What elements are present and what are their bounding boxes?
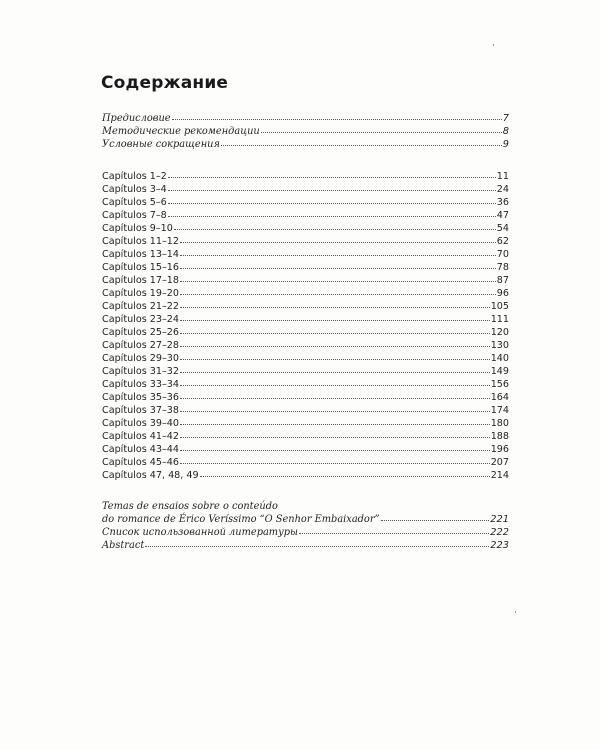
dot-leader <box>168 177 496 178</box>
entry-page-number: 214 <box>490 470 509 481</box>
entry-label: Список использованной литературы <box>102 527 299 538</box>
dot-leader <box>261 132 502 133</box>
entry-page-number: 87 <box>496 275 509 286</box>
paper-speck <box>515 611 516 613</box>
toc-entry[interactable] <box>102 430 509 443</box>
dot-leader <box>174 229 496 230</box>
entry-page-number: 174 <box>490 405 509 416</box>
entry-page-number: 54 <box>496 223 509 234</box>
entry-label: Capítulos 11–12 <box>102 236 179 247</box>
entry-label: Capítulos 45–46 <box>102 457 179 468</box>
entry-label: Capítulos 33–34 <box>102 379 179 390</box>
entry-label: Capítulos 25–26 <box>102 327 179 338</box>
entry-page-number: 24 <box>496 184 509 195</box>
toc-entry[interactable] <box>102 313 509 326</box>
entry-label: Capítulos 37–38 <box>102 405 179 416</box>
toc-entry[interactable] <box>102 196 509 209</box>
dot-leader <box>180 242 496 243</box>
dot-leader <box>200 476 490 477</box>
entry-page-number: 188 <box>490 431 509 442</box>
entry-label: do romance de Érico Veríssimo “O Senhor Embaixador” <box>102 514 380 525</box>
toc-entry[interactable] <box>102 235 509 248</box>
toc-entry[interactable] <box>102 209 509 222</box>
toc-entry[interactable] <box>102 417 509 430</box>
toc-entry[interactable] <box>102 170 509 183</box>
dot-leader <box>180 359 490 360</box>
entry-page-number: 70 <box>496 249 509 260</box>
entry-label: Capítulos 19–20 <box>102 288 179 299</box>
dot-leader <box>168 190 496 191</box>
essays-title-line1: Temas de ensaios sobre o conteúdo <box>102 501 278 512</box>
toc-entry[interactable] <box>102 222 509 235</box>
entry-label: Capítulos 13–14 <box>102 249 179 260</box>
dot-leader <box>381 520 490 521</box>
entry-label: Предисловие <box>102 113 171 124</box>
back-matter-list <box>102 500 509 552</box>
entry-page-number: 105 <box>490 301 509 312</box>
dot-leader <box>180 346 490 347</box>
entry-label: Capítulos 3–4 <box>102 184 167 195</box>
toc-entry[interactable] <box>102 365 509 378</box>
toc-entry[interactable] <box>102 469 509 482</box>
entry-page-number: 149 <box>490 366 509 377</box>
dot-leader <box>180 255 496 256</box>
entry-page-number: 222 <box>490 527 509 538</box>
entry-page-number: 7 <box>502 113 509 124</box>
entry-page-number: 62 <box>496 236 509 247</box>
entry-page-number: 8 <box>502 126 509 137</box>
dot-leader <box>180 281 496 282</box>
entry-label: Capítulos 39–40 <box>102 418 179 429</box>
entry-page-number: 120 <box>490 327 509 338</box>
paper-speck <box>493 44 494 46</box>
toc-entry[interactable] <box>102 300 509 313</box>
toc-entry[interactable] <box>102 539 509 552</box>
toc-entry[interactable] <box>102 125 509 138</box>
toc-entry[interactable] <box>102 112 509 125</box>
entry-page-number: 221 <box>490 514 509 525</box>
toc-entry-essays[interactable] <box>102 513 509 526</box>
toc-entry[interactable] <box>102 326 509 339</box>
toc-entry[interactable] <box>102 456 509 469</box>
page-title: Содержание <box>101 73 229 93</box>
entry-page-number: 9 <box>502 139 509 150</box>
entry-page-number: 196 <box>490 444 509 455</box>
entry-page-number: 111 <box>490 314 509 325</box>
toc-entry[interactable] <box>102 352 509 365</box>
entry-label: Capítulos 23–24 <box>102 314 179 325</box>
entry-label: Capítulos 29–30 <box>102 353 179 364</box>
toc-entry[interactable] <box>102 339 509 352</box>
chapter-list <box>102 170 509 482</box>
dot-leader <box>180 320 490 321</box>
dot-leader <box>180 307 490 308</box>
entry-label: Abstract <box>102 540 145 551</box>
dot-leader <box>180 437 490 438</box>
dot-leader <box>180 463 490 464</box>
dot-leader <box>180 385 490 386</box>
entry-label: Capítulos 15–16 <box>102 262 179 273</box>
entry-label: Capítulos 21–22 <box>102 301 179 312</box>
entry-page-number: 47 <box>496 210 509 221</box>
toc-entry[interactable] <box>102 443 509 456</box>
entry-page-number: 11 <box>496 171 509 182</box>
dot-leader <box>180 411 490 412</box>
entry-page-number: 156 <box>490 379 509 390</box>
entry-page-number: 96 <box>496 288 509 299</box>
toc-entry[interactable] <box>102 526 509 539</box>
entry-label: Методические рекомендации <box>102 126 260 137</box>
toc-entry[interactable] <box>102 378 509 391</box>
toc-entry[interactable] <box>102 404 509 417</box>
toc-entry[interactable] <box>102 248 509 261</box>
entry-label: Capítulos 7–8 <box>102 210 167 221</box>
toc-entry[interactable] <box>102 183 509 196</box>
toc-entry[interactable] <box>102 274 509 287</box>
entry-page-number: 78 <box>496 262 509 273</box>
dot-leader <box>180 372 490 373</box>
entry-label: Capítulos 35–36 <box>102 392 179 403</box>
entry-label: Capítulos 47, 48, 49 <box>102 470 199 481</box>
entry-label: Capítulos 41–42 <box>102 431 179 442</box>
toc-entry[interactable] <box>102 261 509 274</box>
entry-page-number: 130 <box>490 340 509 351</box>
entry-label: Capítulos 31–32 <box>102 366 179 377</box>
toc-entry[interactable] <box>102 287 509 300</box>
dot-leader <box>180 333 490 334</box>
dot-leader <box>180 268 496 269</box>
front-matter-list <box>102 112 509 151</box>
entry-page-number: 180 <box>490 418 509 429</box>
entry-label: Capítulos 43–44 <box>102 444 179 455</box>
dot-leader <box>180 398 490 399</box>
dot-leader <box>168 203 496 204</box>
dot-leader <box>221 145 502 146</box>
entry-label: Capítulos 9–10 <box>102 223 173 234</box>
entry-page-number: 207 <box>490 457 509 468</box>
entry-page-number: 36 <box>496 197 509 208</box>
dot-leader <box>180 450 490 451</box>
back-items <box>102 526 509 552</box>
toc-entry[interactable] <box>102 391 509 404</box>
entry-page-number: 164 <box>490 392 509 403</box>
entry-label: Capítulos 27–28 <box>102 340 179 351</box>
entry-label: Условные сокращения <box>102 139 220 150</box>
dot-leader <box>145 546 489 547</box>
entry-label: Capítulos 1–2 <box>102 171 167 182</box>
dot-leader <box>172 119 502 120</box>
entry-label: Capítulos 5–6 <box>102 197 167 208</box>
entry-page-number: 223 <box>490 540 509 551</box>
entry-page-number: 140 <box>490 353 509 364</box>
dot-leader <box>299 533 489 534</box>
dot-leader <box>180 424 490 425</box>
toc-entry[interactable] <box>102 138 509 151</box>
entry-label: Capítulos 17–18 <box>102 275 179 286</box>
dot-leader <box>168 216 496 217</box>
dot-leader <box>180 294 496 295</box>
